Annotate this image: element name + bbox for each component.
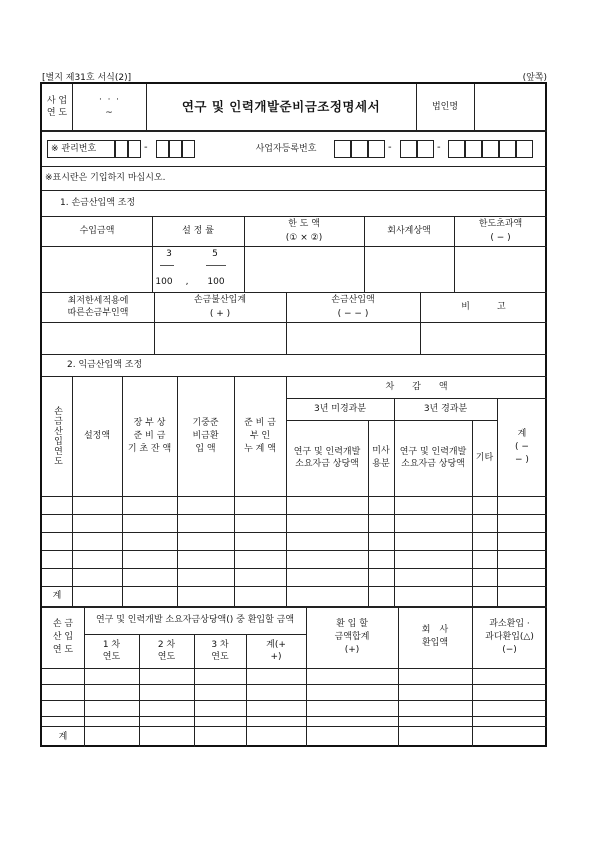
excess-header: 한도초과액 (478, 218, 523, 229)
nondeductible-cell[interactable] (154, 322, 286, 354)
s3-return-total-header: 환 입 할 금액합계 (+) (334, 618, 370, 655)
deductible-sign: ( − − ) (337, 309, 369, 319)
s2-book-balance-header: 장 부 상 준 비 금 기 초 잔 액 (127, 417, 172, 454)
biz-reg-cell[interactable] (448, 140, 465, 158)
rate-denominator-2: 100 (207, 277, 225, 287)
nondeductible-sign: ( + ) (209, 309, 231, 319)
s3-company-return-header: 회 사 환입액 (421, 625, 449, 648)
rate-denominator-1: 100 (155, 277, 173, 287)
notice-text: ※표시란은 기입하지 마십시오. (45, 173, 166, 183)
limit-header: 한 도 액 (288, 218, 320, 229)
biz-reg-cell[interactable] (516, 140, 533, 158)
s2-prior-return-header: 기중준 비금환 입 액 (192, 417, 219, 454)
business-year-range[interactable]: · · · ~ (98, 95, 120, 118)
s3-total-row[interactable] (84, 726, 547, 747)
excess-cell[interactable] (454, 246, 547, 292)
mgmt-no-cell[interactable] (156, 140, 169, 158)
min-tax-header: 최저한세적용에 따른손금부인액 (67, 296, 129, 318)
mgmt-no-cell[interactable] (115, 140, 128, 158)
s2-set-amount-header: 설정액 (83, 431, 111, 441)
deductible-cell[interactable] (286, 322, 420, 354)
remarks-cell[interactable] (420, 322, 547, 354)
biz-reg-cell[interactable] (368, 140, 385, 158)
s2-rnd-fund2-header: 연구 및 인력개발 소요자금 상당액 (399, 447, 467, 469)
s2-year-header: 손금산입연도 (52, 406, 62, 466)
biz-reg-cell[interactable] (482, 140, 499, 158)
excess-sign: ( − ) (490, 233, 511, 243)
remarks-header: 비 고 (461, 302, 506, 312)
mgmt-no-cell[interactable] (128, 140, 141, 158)
section2-title: 2. 익금산입액 조정 (67, 360, 143, 370)
s2-total-row-label: 계 (52, 591, 62, 601)
s2-total-row[interactable] (72, 586, 547, 606)
mgmt-no-cell[interactable] (169, 140, 182, 158)
mgmt-no-dash: - (144, 142, 148, 153)
rate-header: 설 정 률 (182, 226, 214, 236)
min-tax-cell[interactable] (42, 322, 154, 354)
page-side-label: (앞쪽) (522, 73, 547, 83)
biz-reg-cell[interactable] (499, 140, 516, 158)
company-amount-cell[interactable] (364, 246, 454, 292)
form-frame (40, 82, 547, 747)
section1-title: 1. 손금산입액 조정 (60, 198, 136, 208)
biz-reg-cell[interactable] (417, 140, 434, 158)
s2-within3-header: 3년 미경과분 (313, 404, 367, 414)
s2-deduction-header: 차 감 액 (385, 382, 448, 392)
form-number: [별지 제31호 서식(2)] (42, 73, 132, 83)
s2-total-col-header: 계 ( − − ) (515, 428, 529, 465)
mgmt-no-cell[interactable] (182, 140, 195, 158)
biz-reg-cell[interactable] (465, 140, 482, 158)
rate-separator: , (185, 277, 189, 287)
s3-rnd-return-header: 연구 및 인력개발 소요자금상당액() 중 환입할 금액 (95, 615, 295, 625)
corp-name-field[interactable] (474, 84, 547, 130)
s2-rnd-fund-header: 연구 및 인력개발 소요자금 상당액 (293, 447, 361, 469)
s2-unused-header: 미사 용분 (372, 446, 390, 469)
biz-reg-label: 사업자등록번호 (255, 144, 317, 154)
corp-name-label: 법인명 (431, 102, 459, 112)
s2-other-header: 기타 (475, 453, 494, 463)
import-amount-header: 수입금액 (79, 226, 115, 236)
limit-formula: (① × ②) (285, 233, 323, 243)
import-amount-cell[interactable] (42, 246, 152, 292)
business-year-label: 사 업 연 도 (46, 96, 68, 118)
biz-reg-cell[interactable] (400, 140, 417, 158)
rate-numerator-2: 5 (212, 249, 218, 259)
s3-diff-header: 과소환입 · 과다환입(△) (−) (485, 618, 534, 655)
s2-over3-header: 3년 경과분 (423, 404, 468, 414)
biz-reg-cell[interactable] (334, 140, 351, 158)
form-title: 연구 및 인력개발준비금조정명세서 (181, 99, 381, 114)
limit-cell[interactable] (244, 246, 364, 292)
nondeductible-header: 손금불산입계 (193, 294, 247, 305)
s3-year1-header: 1 차 연도 (102, 640, 121, 662)
deductible-header: 손금산입액 (331, 294, 375, 305)
s3-total-row-label: 계 (58, 731, 68, 742)
s3-year-header: 손 금 산 입 연 도 (52, 618, 74, 655)
biz-reg-dash: - (437, 142, 441, 153)
s3-sum-header: 계(+ +) (266, 640, 286, 662)
company-amount-header: 회사계상액 (387, 226, 431, 236)
s3-year3-header: 3 차 연도 (211, 640, 229, 662)
biz-reg-dash: - (388, 142, 392, 153)
s2-cum-nondeduct-header: 준 비 금 부 인 누 계 액 (244, 417, 276, 454)
mgmt-no-label: ※ 관리번호 (51, 144, 97, 154)
biz-reg-cell[interactable] (351, 140, 368, 158)
rate-numerator-1: 3 (166, 249, 172, 259)
s3-year2-header: 2 차 연도 (157, 640, 176, 662)
